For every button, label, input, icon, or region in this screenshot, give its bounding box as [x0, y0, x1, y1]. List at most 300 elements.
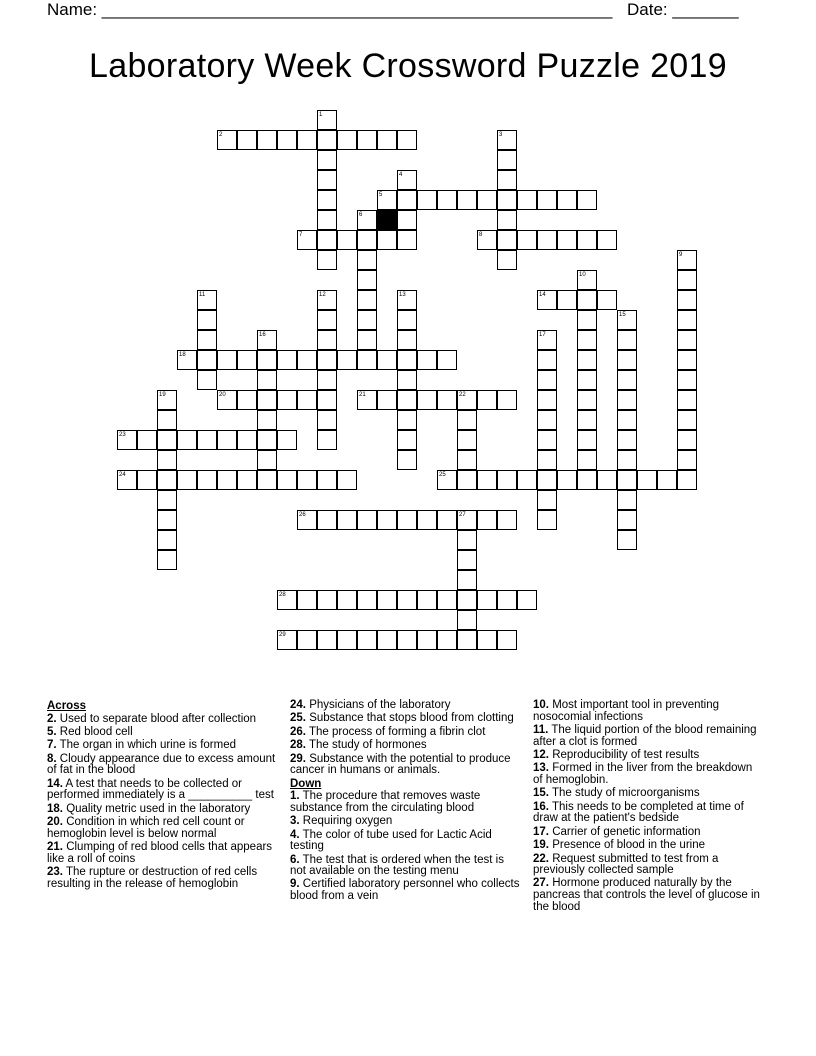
grid-cell[interactable]	[577, 190, 597, 210]
grid-cell[interactable]	[617, 310, 637, 330]
across-clue	[290, 740, 522, 752]
grid-cell[interactable]	[377, 230, 397, 250]
grid-cell[interactable]	[317, 150, 337, 170]
grid-cell[interactable]	[577, 330, 597, 350]
grid-cell[interactable]	[357, 630, 377, 650]
clue-text: Cloudy appearance due to excess amount of fat in the blood	[47, 752, 276, 777]
grid-cell[interactable]	[657, 470, 677, 490]
grid-cell[interactable]	[537, 410, 557, 430]
grid-cell[interactable]	[617, 390, 637, 410]
clue-text: Presence of blood in the urine	[549, 839, 705, 852]
grid-cell[interactable]	[617, 470, 637, 490]
clue-number-label: 12.	[533, 748, 549, 761]
grid-cell[interactable]	[617, 330, 637, 350]
grid-cell[interactable]	[197, 370, 217, 390]
grid-cell[interactable]	[157, 450, 177, 470]
grid-cell[interactable]	[397, 450, 417, 470]
down-clue	[533, 763, 765, 786]
grid-cell[interactable]	[177, 430, 197, 450]
grid-cell[interactable]	[557, 190, 577, 210]
grid-cell[interactable]	[397, 130, 417, 150]
grid-cell[interactable]	[317, 590, 337, 610]
grid-cell[interactable]	[377, 590, 397, 610]
clues-column-2	[290, 700, 522, 904]
grid-cell[interactable]	[197, 470, 217, 490]
clue-number: 6	[359, 212, 363, 218]
grid-cell[interactable]	[117, 430, 137, 450]
grid-cell[interactable]	[177, 350, 197, 370]
grid-cell[interactable]	[397, 370, 417, 390]
grid-cell[interactable]	[277, 470, 297, 490]
clue-number: 26	[299, 512, 306, 518]
grid-cell[interactable]	[357, 590, 377, 610]
down-heading: Down	[290, 777, 322, 790]
grid-cell[interactable]	[237, 350, 257, 370]
grid-cell[interactable]	[197, 310, 217, 330]
clue-text: Formed in the liver from the breakdown of hemoglobin.	[533, 762, 753, 786]
grid-cell[interactable]	[397, 350, 417, 370]
grid-cell[interactable]	[397, 330, 417, 350]
grid-cell[interactable]	[477, 510, 497, 530]
grid-cell[interactable]	[677, 450, 697, 470]
clue-number-label: 24.	[290, 699, 306, 711]
grid-cell[interactable]	[137, 470, 157, 490]
grid-cell[interactable]	[377, 510, 397, 530]
clue-number: 18	[179, 352, 186, 358]
grid-cell[interactable]	[197, 350, 217, 370]
grid-cell[interactable]	[577, 230, 597, 250]
clue-number: 15	[619, 312, 626, 318]
clue-number-label: 26.	[290, 725, 306, 738]
grid-cell[interactable]	[577, 450, 597, 470]
grid-cell[interactable]	[357, 130, 377, 150]
grid-cell[interactable]	[397, 390, 417, 410]
grid-cell[interactable]	[317, 290, 337, 310]
grid-cell[interactable]	[497, 510, 517, 530]
grid-cell[interactable]	[357, 510, 377, 530]
grid-cell[interactable]	[277, 590, 297, 610]
grid-cell[interactable]	[677, 310, 697, 330]
grid-cell[interactable]	[457, 610, 477, 630]
black-square	[377, 210, 397, 230]
grid-cell[interactable]	[337, 630, 357, 650]
grid-cell[interactable]	[197, 330, 217, 350]
grid-cell[interactable]	[677, 470, 697, 490]
clue-number-label: 4.	[290, 828, 300, 841]
clue-text: Clumping of red blood cells that appears like a roll of coins	[47, 841, 273, 865]
grid-cell[interactable]	[597, 290, 617, 310]
clue-number: 14	[539, 292, 546, 298]
grid-cell[interactable]	[277, 430, 297, 450]
grid-cell[interactable]	[317, 430, 337, 450]
grid-cell[interactable]	[497, 150, 517, 170]
grid-cell[interactable]	[517, 470, 537, 490]
clue-number-label: 9.	[290, 878, 300, 891]
clue-number: 2	[219, 132, 223, 138]
grid-cell[interactable]	[157, 490, 177, 510]
across-heading: Across	[47, 700, 86, 712]
grid-cell[interactable]	[237, 130, 257, 150]
grid-cell[interactable]	[397, 630, 417, 650]
grid-cell[interactable]	[277, 390, 297, 410]
grid-cell[interactable]	[677, 250, 697, 270]
grid-cell[interactable]	[157, 510, 177, 530]
grid-cell[interactable]	[357, 270, 377, 290]
clue-number-label: 13.	[533, 762, 549, 775]
grid-cell[interactable]	[417, 190, 437, 210]
grid-cell[interactable]	[417, 630, 437, 650]
grid-cell[interactable]	[577, 370, 597, 390]
grid-cell[interactable]	[437, 350, 457, 370]
grid-cell[interactable]	[617, 350, 637, 370]
grid-cell[interactable]	[297, 130, 317, 150]
down-clue	[290, 791, 522, 814]
grid-cell[interactable]	[257, 330, 277, 350]
grid-cell[interactable]	[637, 470, 657, 490]
down-clue	[533, 854, 765, 877]
grid-cell[interactable]	[157, 430, 177, 450]
grid-cell[interactable]	[537, 350, 557, 370]
grid-cell[interactable]	[597, 230, 617, 250]
grid-cell[interactable]	[317, 350, 337, 370]
grid-cell[interactable]	[357, 310, 377, 330]
grid-cell[interactable]	[137, 430, 157, 450]
grid-cell[interactable]	[517, 590, 537, 610]
grid-cell[interactable]	[397, 170, 417, 190]
grid-cell[interactable]	[237, 430, 257, 450]
grid-cell[interactable]	[497, 590, 517, 610]
grid-cell[interactable]	[497, 390, 517, 410]
grid-cell[interactable]	[397, 510, 417, 530]
grid-cell[interactable]	[257, 450, 277, 470]
clue-text: Hormone produced naturally by the pancreas that controls the level of glucose in the blood	[533, 877, 760, 913]
grid-cell[interactable]	[477, 590, 497, 610]
grid-cell[interactable]	[337, 230, 357, 250]
clue-number: 20	[219, 392, 226, 398]
grid-cell[interactable]	[457, 470, 477, 490]
clue-number-label: 27.	[533, 877, 549, 890]
grid-cell[interactable]	[317, 630, 337, 650]
grid-cell[interactable]	[497, 230, 517, 250]
grid-cell[interactable]	[477, 390, 497, 410]
clue-text: Substance with the potential to produce cancer in humans or animals.	[290, 752, 511, 777]
grid-cell[interactable]	[397, 590, 417, 610]
grid-cell[interactable]	[317, 470, 337, 490]
down-clue	[533, 827, 765, 839]
grid-cell[interactable]	[337, 350, 357, 370]
grid-cell[interactable]	[417, 350, 437, 370]
clue-text: Carrier of genetic information	[549, 825, 701, 838]
grid-cell[interactable]	[497, 250, 517, 270]
grid-cell[interactable]	[397, 310, 417, 330]
grid-cell[interactable]	[317, 210, 337, 230]
clue-number-label: 19.	[533, 839, 549, 852]
grid-cell[interactable]	[297, 390, 317, 410]
clue-number: 10	[579, 272, 586, 278]
down-clue	[533, 725, 765, 748]
grid-cell[interactable]	[357, 210, 377, 230]
grid-cell[interactable]	[157, 390, 177, 410]
grid-cell[interactable]	[237, 390, 257, 410]
grid-cell[interactable]	[357, 330, 377, 350]
grid-cell[interactable]	[317, 110, 337, 130]
grid-cell[interactable]	[477, 230, 497, 250]
clue-text: A test that needs to be collected or performed immediately is a __________ test	[47, 777, 274, 802]
grid-cell[interactable]	[617, 370, 637, 390]
grid-cell[interactable]	[577, 390, 597, 410]
clue-text: The study of hormones	[306, 739, 427, 752]
grid-cell[interactable]	[537, 430, 557, 450]
grid-cell[interactable]	[297, 630, 317, 650]
grid-cell[interactable]	[257, 390, 277, 410]
clue-number-label: 14.	[47, 777, 63, 790]
clue-number-label: 28.	[290, 739, 306, 752]
clue-text: Most important tool in preventing nosocomial infections	[533, 699, 720, 723]
grid-cell[interactable]	[457, 550, 477, 570]
grid-cell[interactable]	[377, 190, 397, 210]
grid-cell[interactable]	[677, 270, 697, 290]
clue-number-label: 15.	[533, 787, 549, 800]
grid-cell[interactable]	[677, 290, 697, 310]
grid-cell[interactable]	[157, 410, 177, 430]
grid-cell[interactable]	[537, 490, 557, 510]
grid-cell[interactable]	[457, 430, 477, 450]
grid-cell[interactable]	[677, 330, 697, 350]
grid-cell[interactable]	[417, 390, 437, 410]
grid-cell[interactable]	[617, 510, 637, 530]
grid-cell[interactable]	[397, 290, 417, 310]
grid-cell[interactable]	[317, 390, 337, 410]
grid-cell[interactable]	[157, 550, 177, 570]
grid-cell[interactable]	[557, 470, 577, 490]
grid-cell[interactable]	[117, 470, 137, 490]
grid-cell[interactable]	[477, 470, 497, 490]
grid-cell[interactable]	[677, 370, 697, 390]
grid-cell[interactable]	[557, 290, 577, 310]
down-clue	[533, 840, 765, 852]
clue-number-label: 8.	[47, 752, 57, 765]
grid-cell[interactable]	[257, 470, 277, 490]
grid-cell[interactable]	[317, 330, 337, 350]
grid-cell[interactable]	[577, 350, 597, 370]
grid-cell[interactable]	[317, 230, 337, 250]
grid-cell[interactable]	[317, 190, 337, 210]
grid-cell[interactable]	[497, 630, 517, 650]
clue-number-label: 22.	[533, 852, 549, 865]
grid-cell[interactable]	[257, 350, 277, 370]
grid-cell[interactable]	[217, 390, 237, 410]
grid-cell[interactable]	[577, 270, 597, 290]
grid-cell[interactable]	[617, 410, 637, 430]
grid-cell[interactable]	[317, 510, 337, 530]
grid-cell[interactable]	[377, 350, 397, 370]
grid-cell[interactable]	[397, 230, 417, 250]
grid-cell[interactable]	[497, 470, 517, 490]
grid-cell[interactable]	[317, 170, 337, 190]
grid-cell[interactable]	[437, 190, 457, 210]
date-field[interactable]: Date: _______	[627, 0, 739, 19]
grid-cell[interactable]	[537, 190, 557, 210]
down-clue	[290, 816, 522, 828]
grid-cell[interactable]	[577, 290, 597, 310]
grid-cell[interactable]	[537, 510, 557, 530]
grid-cell[interactable]	[397, 430, 417, 450]
grid-cell[interactable]	[457, 190, 477, 210]
grid-cell[interactable]	[457, 630, 477, 650]
grid-cell[interactable]	[357, 350, 377, 370]
clue-text: Used to separate blood after collection	[56, 712, 257, 725]
grid-cell[interactable]	[317, 130, 337, 150]
grid-cell[interactable]	[497, 170, 517, 190]
grid-cell[interactable]	[457, 410, 477, 430]
clue-text: The color of tube used for Lactic Acid testing	[290, 828, 492, 853]
grid-cell[interactable]	[677, 390, 697, 410]
grid-cell[interactable]	[337, 590, 357, 610]
grid-cell[interactable]	[357, 390, 377, 410]
grid-cell[interactable]	[477, 190, 497, 210]
grid-cell[interactable]	[397, 210, 417, 230]
grid-cell[interactable]	[357, 230, 377, 250]
clue-number: 7	[299, 232, 303, 238]
clue-text: The rupture or destruction of red cells resulting in the release of hemoglobin	[47, 866, 258, 890]
grid-cell[interactable]	[357, 250, 377, 270]
clue-number-label: 16.	[533, 800, 549, 813]
grid-cell[interactable]	[297, 230, 317, 250]
grid-cell[interactable]	[457, 570, 477, 590]
grid-cell[interactable]	[157, 470, 177, 490]
grid-cell[interactable]	[457, 450, 477, 470]
grid-cell[interactable]	[337, 130, 357, 150]
grid-cell[interactable]	[537, 390, 557, 410]
grid-cell[interactable]	[517, 230, 537, 250]
grid-cell[interactable]	[317, 250, 337, 270]
grid-cell[interactable]	[537, 470, 557, 490]
grid-cell[interactable]	[317, 310, 337, 330]
grid-cell[interactable]	[457, 590, 477, 610]
clue-number: 29	[279, 632, 286, 638]
grid-cell[interactable]	[577, 410, 597, 430]
grid-cell[interactable]	[437, 630, 457, 650]
clue-number-label: 6.	[290, 853, 300, 866]
grid-cell[interactable]	[217, 430, 237, 450]
grid-cell[interactable]	[437, 390, 457, 410]
down-clue	[533, 750, 765, 762]
grid-cell[interactable]	[297, 590, 317, 610]
grid-cell[interactable]	[677, 430, 697, 450]
grid-cell[interactable]	[437, 470, 457, 490]
grid-cell[interactable]	[237, 470, 257, 490]
grid-cell[interactable]	[537, 330, 557, 350]
grid-cell[interactable]	[397, 190, 417, 210]
clue-text: Certified laboratory personnel who collects blood from a vein	[290, 878, 520, 903]
clue-number: 11	[199, 292, 206, 298]
grid-cell[interactable]	[557, 230, 577, 250]
grid-cell[interactable]	[317, 410, 337, 430]
grid-cell[interactable]	[257, 130, 277, 150]
clue-text: The test that is ordered when the test is not available on the testing menu	[290, 853, 504, 878]
grid-cell[interactable]	[537, 370, 557, 390]
across-clue	[290, 727, 522, 739]
grid-cell[interactable]	[337, 510, 357, 530]
grid-cell[interactable]	[577, 310, 597, 330]
grid-cell[interactable]	[537, 290, 557, 310]
clue-number: 16	[259, 332, 266, 338]
grid-cell[interactable]	[617, 490, 637, 510]
grid-cell[interactable]	[217, 470, 237, 490]
grid-cell[interactable]	[197, 430, 217, 450]
grid-cell[interactable]	[417, 510, 437, 530]
grid-cell[interactable]	[437, 510, 457, 530]
grid-cell[interactable]	[457, 390, 477, 410]
grid-cell[interactable]	[597, 470, 617, 490]
clue-text: Request submitted to test from a previously collected sample	[533, 852, 719, 877]
clue-number-label: 25.	[290, 712, 306, 725]
grid-cell[interactable]	[377, 130, 397, 150]
grid-cell[interactable]	[517, 190, 537, 210]
grid-cell[interactable]	[377, 630, 397, 650]
clue-number: 8	[479, 232, 483, 238]
across-clue	[47, 740, 277, 752]
grid-cell[interactable]	[677, 350, 697, 370]
down-clue	[290, 879, 522, 902]
grid-cell[interactable]	[197, 290, 217, 310]
grid-cell[interactable]	[177, 470, 197, 490]
grid-cell[interactable]	[277, 130, 297, 150]
grid-cell[interactable]	[397, 410, 417, 430]
grid-cell[interactable]	[277, 630, 297, 650]
grid-cell[interactable]	[577, 470, 597, 490]
grid-cell[interactable]	[377, 390, 397, 410]
grid-cell[interactable]	[277, 350, 297, 370]
grid-cell[interactable]	[157, 530, 177, 550]
grid-cell[interactable]	[497, 190, 517, 210]
grid-cell[interactable]	[357, 290, 377, 310]
grid-cell[interactable]	[677, 410, 697, 430]
grid-cell[interactable]	[317, 370, 337, 390]
grid-cell[interactable]	[617, 430, 637, 450]
clue-number: 21	[359, 392, 366, 398]
grid-cell[interactable]	[537, 450, 557, 470]
grid-cell[interactable]	[437, 590, 457, 610]
clue-number: 23	[119, 432, 126, 438]
grid-cell[interactable]	[257, 410, 277, 430]
grid-cell[interactable]	[537, 230, 557, 250]
grid-cell[interactable]	[217, 350, 237, 370]
grid-cell[interactable]	[257, 430, 277, 450]
grid-cell[interactable]	[297, 470, 317, 490]
clues-column-3	[533, 700, 765, 915]
grid-cell[interactable]	[477, 630, 497, 650]
grid-cell[interactable]	[257, 370, 277, 390]
grid-cell[interactable]	[337, 470, 357, 490]
grid-cell[interactable]	[457, 530, 477, 550]
grid-cell[interactable]	[497, 130, 517, 150]
grid-cell[interactable]	[457, 510, 477, 530]
grid-cell[interactable]	[297, 350, 317, 370]
grid-cell[interactable]	[577, 430, 597, 450]
grid-cell[interactable]	[617, 450, 637, 470]
grid-cell[interactable]	[617, 530, 637, 550]
name-field[interactable]: Name: ______________________________________________________	[47, 0, 613, 19]
grid-cell[interactable]	[417, 590, 437, 610]
clue-text: The organ in which urine is formed	[56, 739, 237, 752]
across-clue	[47, 804, 277, 816]
grid-cell[interactable]	[217, 130, 237, 150]
clue-number: 17	[539, 332, 546, 338]
grid-cell[interactable]	[497, 210, 517, 230]
grid-cell[interactable]	[297, 510, 317, 530]
across-clue	[290, 713, 522, 725]
